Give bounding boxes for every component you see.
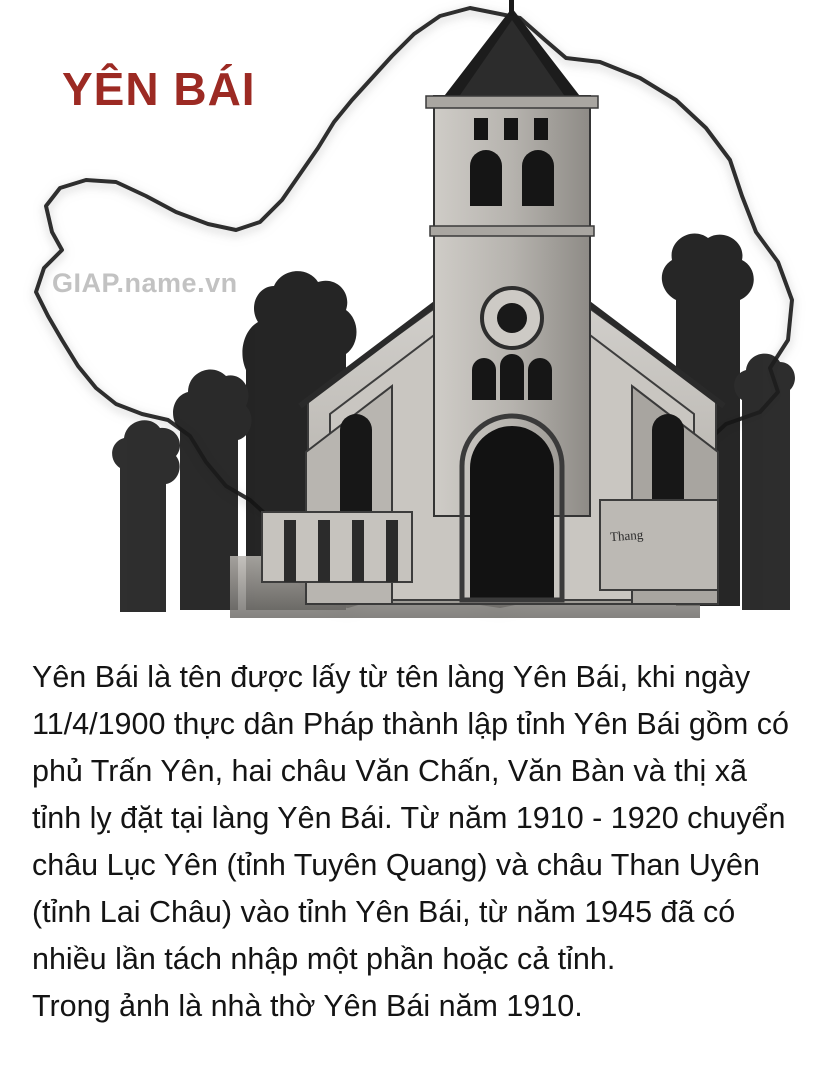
caption-paragraph-1: Yên Bái là tên được lấy từ tên làng Yên Bái, khi ngày 11/4/1900 thực dân Pháp thành lập tỉnh Yên Bái gồm có phủ Trấn Yên, hai châu Văn Chấn, Văn Bàn và thị xã tỉnh lỵ đặt tại làng Yên Bái. Từ năm 1910 - 1920 chuyển châu Lục Yên (tỉnh Tuyên Quang) và châu Than Uyên (tỉnh Lai Châu) vào tỉnh Yên Bái, từ năm 1945 đã có nhiều lần tách nhập một phần hoặc cả tỉnh. xyxy=(32,660,789,976)
caption-block xyxy=(0,640,828,1030)
page-title: YÊN BÁI xyxy=(62,63,256,115)
photo-signature: Thang xyxy=(609,526,644,545)
caption-paragraph-2: Trong ảnh là nhà thờ Yên Bái năm 1910. xyxy=(32,989,583,1023)
watermark-text: GIAP.name.vn xyxy=(52,268,238,298)
